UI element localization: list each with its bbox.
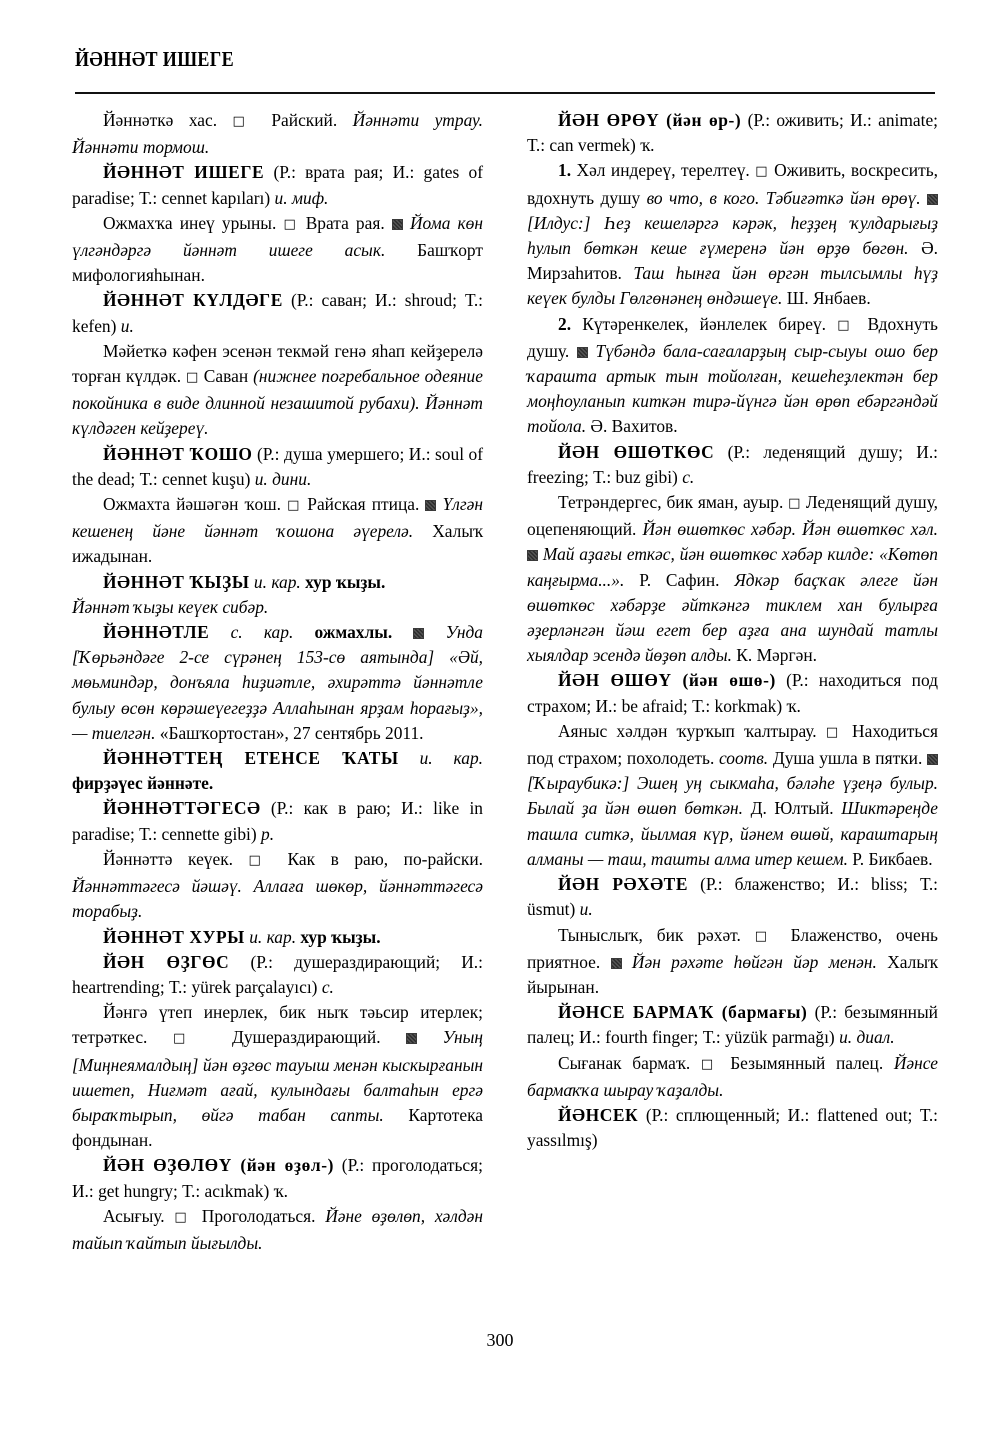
filled-square-marker-icon: [392, 219, 403, 230]
entry-headword: ЙӘНСЕ БАРМАҠ (бармағы): [558, 1002, 808, 1023]
open-square-marker-icon: □: [755, 164, 769, 180]
italic-run: (нижнее погребальное одеяние покойника в виде длинной незашитой рубахи). Йәннәт күлдәген кейҙереү.: [72, 366, 483, 439]
open-square-marker-icon: □: [248, 852, 273, 868]
italic-run: Унда [Ҡөрьәндәге 2-се сүрәнең 153-сө аятында] «Әй, мөьминдәр, донъяла һиҙиәтле, әхирәттә йәннәтле булыу өсөн көрәшеүегеҙҙә Аллаһынан ярҙам һорағыҙ», — тиелгән.: [72, 622, 483, 743]
bold-run: ожмахлы.: [314, 622, 393, 643]
entry-block: [72, 1000, 483, 1153]
entry-headword: ЙӘН ӨШӨҮ (йән өшө-): [558, 670, 776, 691]
text-run: Ә. Мирзаһитов.: [527, 238, 938, 284]
text-run: ҡ.: [273, 1180, 288, 1201]
entry-block: [72, 570, 483, 595]
entry-block: [527, 158, 938, 311]
entry-block: [72, 746, 483, 796]
sense-number: 1.: [558, 160, 572, 181]
open-square-marker-icon: □: [185, 370, 199, 386]
text-run: Находиться под страхом; похолодеть.: [527, 720, 938, 769]
italic-run: Шиктәреңде ташла ситкә, йылмая күр, йәнем өшөй, караштарың алманы — таш, ташты алма итер кешем.: [527, 798, 939, 869]
italic-run: и. кар.: [244, 926, 301, 947]
entry-block: [72, 1204, 483, 1256]
header-rule: [75, 92, 935, 94]
text-run: Аяныс хәлдән ҡурҡып ҡалтырау.: [558, 720, 826, 741]
entry-block: [527, 1103, 938, 1153]
entry-block: [72, 847, 483, 925]
entry-block: [527, 923, 938, 1001]
text-run: Ожмахҡа инеү урыны.: [103, 212, 284, 233]
filled-square-marker-icon: [927, 194, 938, 205]
italic-run: Йән өшөткөс хәбәр. Йән өшөткөс хәл.: [642, 519, 938, 540]
text-run: Р. Сафин.: [624, 569, 735, 590]
entry-block: [72, 950, 483, 1000]
entry-headword: ЙӘННӘТ ҠОШО: [103, 443, 253, 464]
filled-square-marker-icon: [611, 958, 622, 969]
text-run: Блаженство, очень приятное.: [527, 924, 938, 972]
entry-block: [72, 339, 483, 442]
italic-run: Үлгән кешенең йәне йәннәт ҡошона әүерелә.: [72, 494, 483, 542]
text-run: Ш. Янбаев.: [782, 288, 871, 309]
text-run: Картотека фондынан.: [72, 1104, 483, 1151]
filled-square-marker-icon: [425, 500, 436, 511]
text-run: (Р.: врата рая; И.: gates of paradise; Т.: cennet kapıları): [72, 162, 483, 208]
text-run: Леденящий душу, оцепеняющий.: [527, 492, 938, 540]
text-run: (Р.: блаженство; И.: bliss; Т.: üsmut): [527, 874, 939, 920]
entry-headword: ЙӘНСЕК: [558, 1104, 639, 1125]
italic-run: Уның [Миңнеямалдың] йән өҙгөс тауыш менән кыскырғанын ишетеп, Ниғмәт ағай, кулындағы балтаһын ергә быраҡтырып, өйгә табан сапты.: [72, 1027, 483, 1125]
entry-headword: ЙӘННӘТ ИШЕГЕ: [103, 162, 265, 183]
entry-block: [527, 108, 938, 158]
italic-run: Йома көн үлгәндәргә йәннәт ишеге асык.: [72, 212, 483, 261]
entry-block: [72, 288, 483, 338]
open-square-marker-icon: □: [754, 928, 777, 944]
italic-run: во что, в кого.: [646, 187, 760, 208]
entry-headword: ЙӘННӘТЛЕ: [103, 622, 210, 643]
text-run: Хәл индереү, терелтеү.: [571, 160, 756, 181]
text-run: Райский.: [255, 110, 353, 130]
italic-run: [Илдус:] Һеҙ кешеләргә кәрәк, һеҙҙең ҡулдарығыҙ һулып бөткән кеше ғүмеренә йән өрҙө бөгөн.: [527, 212, 938, 259]
text-run: Асығыу.: [103, 1205, 175, 1226]
filled-square-marker-icon: [527, 550, 538, 561]
italic-run: и. кар.: [398, 748, 483, 769]
italic-run: и. миф.: [274, 187, 329, 208]
italic-run: Май аҙағы еткәс, йән өшөткөс хәбәр килде: «Көтөп каңғырма...».: [527, 544, 938, 590]
text-run: Сығанак бармаҡ.: [558, 1052, 701, 1073]
text-run: Оживить, воскресить, вдохнуть душу: [527, 160, 938, 208]
running-header: [75, 48, 935, 71]
entry-block: [72, 211, 483, 289]
open-square-marker-icon: □: [788, 496, 801, 512]
italic-run: Йән рәхәте һөйгән йәр менән.: [631, 951, 877, 972]
entry-block: [72, 492, 483, 570]
entry-headword: ЙӘН ӨҘГӨС: [103, 951, 230, 972]
italic-run: Йәнсе бармаҡҡа шырау ҡаҙалды.: [527, 1052, 938, 1100]
text-run: Йәннәткә хас.: [103, 110, 233, 130]
text-run: ҡ.: [786, 695, 801, 716]
page-number: 300: [486, 1330, 514, 1350]
italic-run: с. кар.: [209, 622, 315, 643]
text-run: (Р.: душа умершего; И.: soul of the dead; Т.: cennet kuşu): [72, 443, 483, 489]
text-run: (Р.: саван; И.: shroud; Т.: kefen): [72, 290, 483, 336]
entry-block: [527, 872, 938, 922]
text-run: Врата рая.: [298, 212, 392, 233]
open-square-marker-icon: □: [837, 317, 857, 333]
entry-block: [72, 442, 483, 492]
text-run: Ә. Вахитов.: [586, 416, 678, 437]
text-run: Мәйеткә кәфен эсенән текмәй генә яһап кейҙерелә торған күлдәк.: [72, 340, 483, 387]
entry-block: [72, 796, 483, 846]
open-square-marker-icon: □: [825, 724, 843, 740]
text-run: Халыҡ ижадынан.: [72, 521, 483, 567]
text-run: ҡ.: [640, 135, 655, 156]
text-run: [417, 1027, 443, 1047]
text-run: (Р.: проголодаться; И.: get hungry; Т.: acıkmak): [72, 1155, 483, 1201]
entry-block: [72, 595, 483, 620]
italic-run: соотв.: [719, 748, 769, 769]
text-run: Йәнгә үтеп инерлек, бик ныҡ тәьсир итерлек; тетрәткес.: [72, 1002, 483, 1048]
entry-headword: ЙӘННӘТ КҮЛДӘГЕ: [103, 290, 283, 311]
italic-run: Йәне өҙөлөп, хәлдән тайып ҡайтып йығылды.: [72, 1205, 483, 1253]
text-run: [622, 952, 632, 972]
entry-headword: ЙӘН ӨРӨҮ (йән өр-): [558, 110, 742, 130]
italic-run: Ядкәр баҫҡак әлеге йән өшөткөс хәбәрҙе әйткәнгә тиклем хан булырға әҙерләнгән йәш егет бер аҙға ана шундай татлы хыялдар эсендә йөҙөп алды.: [527, 569, 938, 666]
open-square-marker-icon: □: [283, 216, 299, 232]
text-run: [424, 622, 445, 642]
italic-run: и.: [120, 315, 134, 336]
text-run: К. Мәргән.: [731, 645, 817, 666]
entry-block: [527, 312, 938, 440]
entry-headword: ЙӘННӘТТЕҢ ЕТЕНСЕ ҠАТЫ: [103, 748, 399, 769]
entry-headword: ЙӘННӘТ ХУРЫ: [103, 926, 245, 947]
text-run: Проголодаться.: [192, 1205, 326, 1226]
italic-run: и. диал.: [839, 1027, 895, 1048]
open-square-marker-icon: □: [172, 1031, 207, 1047]
text-run: Саван: [198, 366, 254, 387]
entry-headword: ЙӘН ӨШӨТКӨС: [558, 441, 715, 462]
italic-run: с.: [682, 466, 695, 487]
italic-run: Таш һынға йән өргән тылсымлы һүҙ кеүек булды Гөлгөнәнең өндәшеүе.: [527, 263, 938, 309]
open-square-marker-icon: □: [700, 1056, 720, 1072]
open-square-marker-icon: □: [287, 498, 302, 514]
text-run: (Р.: сплющенный; И.: flattened out; Т.: yassılmış): [527, 1104, 938, 1151]
entry-block: [72, 620, 483, 746]
italic-run: р.: [261, 823, 275, 844]
italic-run: и. дини.: [254, 468, 312, 489]
entry-block: [527, 1000, 938, 1050]
italic-run: Йәннәт ҡыҙы кеүек сибәр.: [72, 596, 269, 617]
bold-run: хур ҡыҙы.: [305, 571, 386, 592]
text-run: Йәннәттә кеүек.: [103, 848, 249, 869]
entry-block: [527, 719, 938, 872]
text-run: Душераздирающий.: [206, 1027, 407, 1048]
entry-block: [72, 1153, 483, 1203]
entry-block: [527, 440, 938, 490]
italic-run: Йәннәттәгесә йәшәү. Аллаға шөкөр, йәннәттәгесә торабыҙ.: [72, 876, 483, 922]
right-column: [527, 108, 938, 1256]
text-run: Тыныслыҡ, бик рәхәт.: [558, 924, 755, 945]
italic-run: Түбәндә бала-сағаларҙың сыр-сыуы ошо бер ҡарашта артык тын тойолған, кешеһеҙлектән бер моңһоуланып киткән тирә-йүнгә йән өрөп ебәргәндәй тойола.: [527, 340, 938, 437]
italic-run: Йәннәти утрау. Йәннәти тормош.: [72, 110, 483, 158]
italic-run: и.: [579, 899, 593, 920]
bold-run: фирҙәүес йәннәте.: [72, 773, 214, 794]
text-run: Башҡорт мифологияһынан.: [72, 240, 483, 286]
text-run: Күтәренкелек, йәнлелек биреү.: [571, 313, 838, 334]
entry-block: [72, 108, 483, 160]
entry-block: [72, 925, 483, 950]
entry-headword: ЙӘН РӘХӘТЕ: [558, 874, 689, 895]
entry-block: [72, 160, 483, 210]
open-square-marker-icon: □: [232, 114, 256, 129]
entry-block: [527, 1051, 938, 1103]
text-run: (Р.: находиться под страхом; И.: be afraid; Т.: korkmak): [527, 670, 938, 716]
open-square-marker-icon: □: [174, 1209, 193, 1225]
text-run: (Р.: как в раю; И.: like in paradise; Т.: cennette gibi): [72, 798, 483, 844]
text-run: [392, 622, 413, 642]
text-run: Тетрәндергес, бик яман, ауыр.: [558, 492, 789, 513]
text-run: Безымянный палец.: [719, 1052, 894, 1073]
text-run: Как в раю, по-райски.: [272, 848, 483, 869]
text-run: (Р.: безымянный палец; И.: fourth finger; Т.: yüzük parmağı): [527, 1002, 938, 1048]
filled-square-marker-icon: [413, 628, 424, 639]
text-run: Ожмахта йәшәгән ҡош.: [103, 494, 288, 515]
bold-run: хур ҡыҙы.: [300, 926, 381, 947]
italic-run: с.: [321, 976, 334, 997]
entry-block: [527, 668, 938, 718]
filled-square-marker-icon: [927, 754, 938, 765]
left-column: [72, 108, 483, 1256]
text-run: [403, 213, 410, 233]
italic-run: [Ҡыраубикә:] Эшең уң сыкмаһа, бәләһе үҙеңә булыр. Былай ҙа йән өшөп бөткән.: [527, 773, 938, 819]
entry-headword: ЙӘН ӨҘӨЛӨҮ (йән өҙөл-): [103, 1155, 335, 1176]
text-run: Р. Бикбаев.: [847, 848, 933, 869]
italic-run: Тәбиғәткә йән өрөү.: [765, 187, 921, 208]
text-run: (Р.: оживить; И.: animate; Т.: can vermek): [527, 110, 939, 156]
entry-headword: ЙӘННӘТТӘГЕСӘ: [103, 798, 261, 819]
text-run: Райская птица.: [301, 494, 426, 515]
filled-square-marker-icon: [577, 347, 588, 358]
text-run: Халыҡ йырынан.: [527, 951, 938, 997]
filled-square-marker-icon: [406, 1033, 417, 1044]
text-run: «Башҡортостан», 27 сентябрь 2011.: [155, 722, 424, 743]
sense-number: 2.: [558, 313, 572, 334]
text-run: Душа ушла в пятки.: [768, 748, 927, 769]
text-run: Вдохнуть душу.: [527, 313, 938, 361]
two-column-body: [72, 108, 938, 1256]
text-run: Д. Юлтый.: [743, 798, 842, 819]
text-run: (Р.: душераздирающий; И.: heartrending; Т.: yürek parçalayıcı): [72, 951, 483, 997]
text-run: (Р.: леденящий душу; И.: freezing; Т.: buz gibi): [527, 441, 939, 487]
entry-block: [527, 490, 938, 668]
running-head-text: ЙӘННӘТ ИШЕГЕ: [75, 47, 234, 71]
italic-run: и. кар.: [249, 571, 306, 592]
entry-headword: ЙӘННӘТ ҠЫҘЫ: [103, 571, 250, 592]
